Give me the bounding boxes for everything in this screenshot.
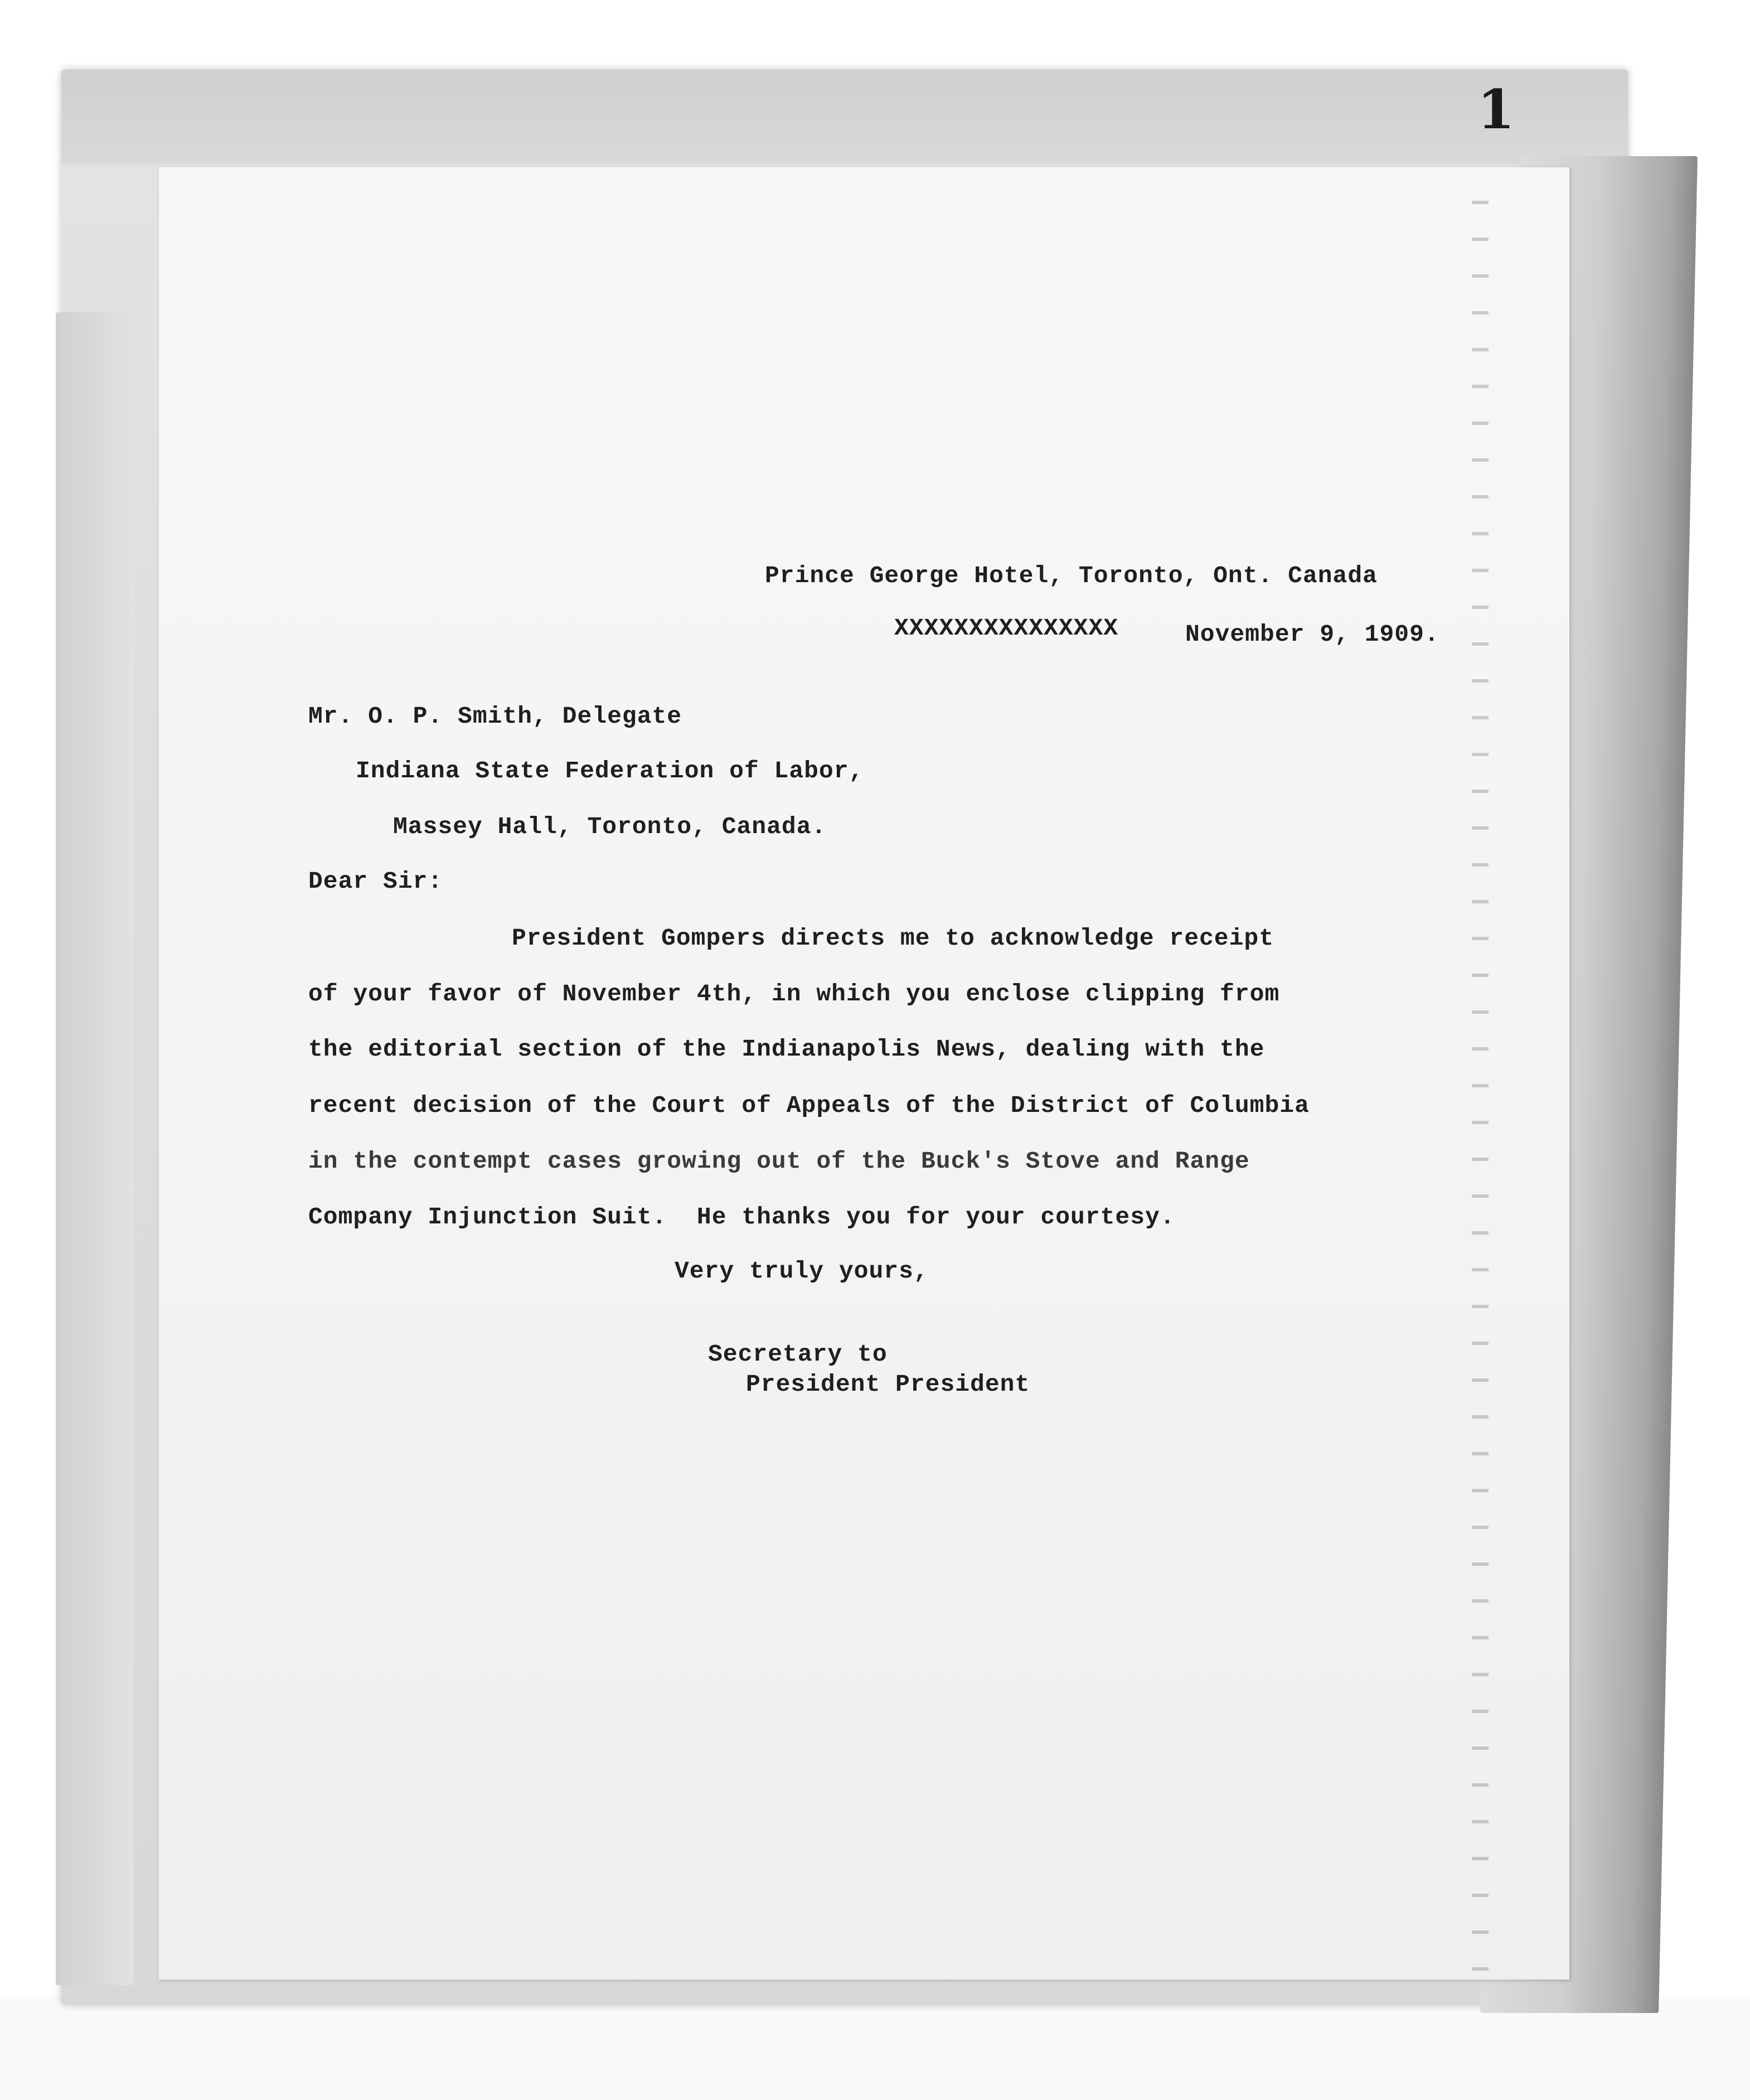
letter-date: November 9, 1909. [1185,621,1439,648]
backing-card-top-band [61,70,1628,164]
recipient-line-2: Indiana State Federation of Labor, [356,757,864,785]
body-line-6: Company Injunction Suit. He thanks you for your courtesy. [308,1203,1175,1231]
recipient-line-3: Massey Hall, Toronto, Canada. [393,813,827,840]
letter-sheet [159,167,1569,1980]
body-line-1: President Gompers directs me to acknowledge receipt [512,925,1274,952]
body-line-4: recent decision of the Court of Appeals of the District of Columbia [308,1092,1310,1119]
tissue-left-edge [56,312,134,1985]
sheet-edge-marks [1472,167,1489,1980]
signature-line-1: Secretary to [708,1341,888,1368]
strikeout-text: XXXXXXXXXXXXXXX [894,614,1119,642]
recipient-line-1: Mr. O. P. Smith, Delegate [308,703,682,730]
body-line-5: in the contempt cases growing out of the Buck's Stove and Range [308,1148,1250,1175]
salutation: Dear Sir: [308,868,443,895]
page-number: 1 [1477,78,1515,141]
address-line: Prince George Hotel, Toronto, Ont. Canada [765,562,1378,589]
signature-line-2: President President [746,1371,1030,1398]
body-line-2: of your favor of November 4th, in which you enclose clipping from [308,980,1280,1008]
closing: Very truly yours, [675,1257,929,1285]
body-line-3: the editorial section of the Indianapolis News, dealing with the [308,1036,1265,1063]
